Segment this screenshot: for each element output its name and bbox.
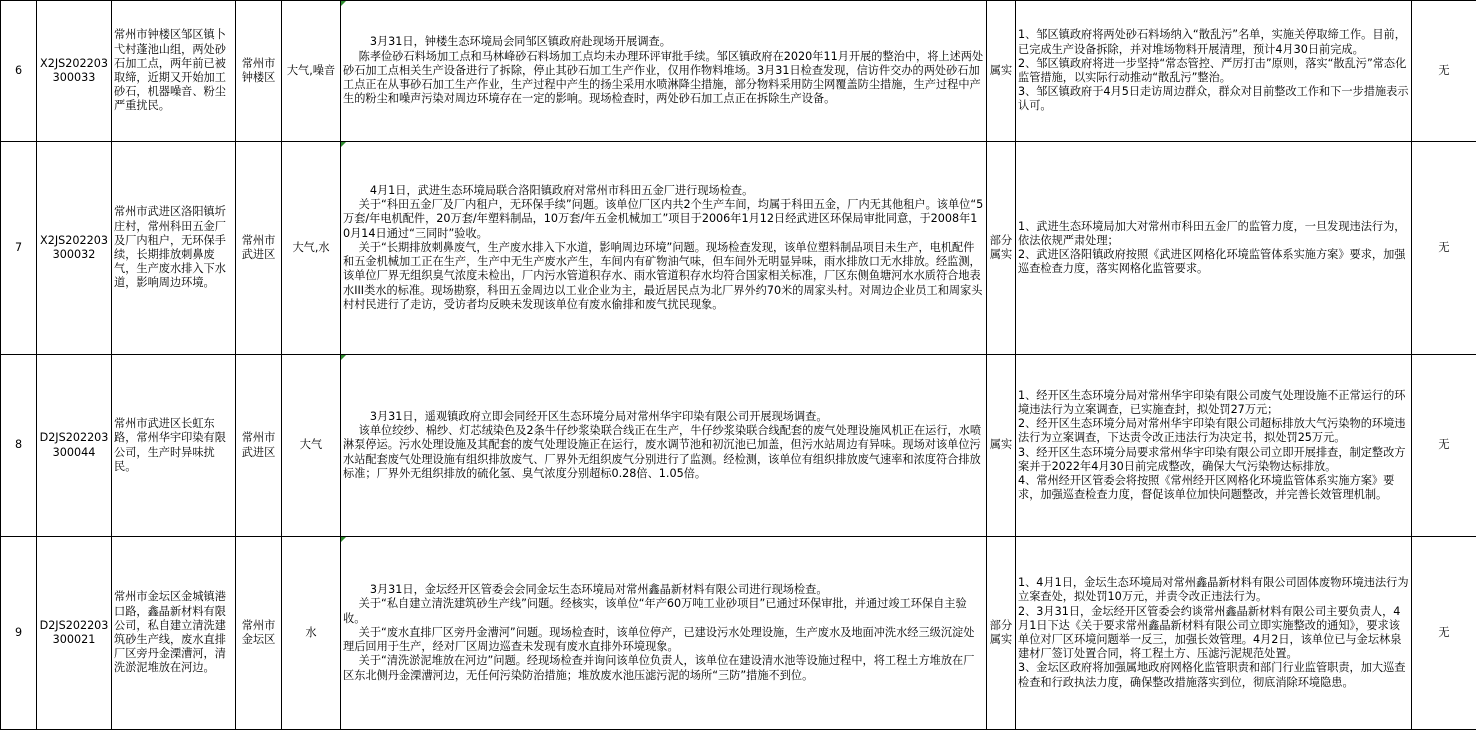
district: 常州市武进区 bbox=[236, 142, 282, 355]
measure-item: 3、金坛区政府将加强属地政府网格化监管职责和部门行业监管职责，加大巡查检查和行政执法力度，确保整改措施落实到位，彻底消除环境隐患。 bbox=[1018, 661, 1406, 689]
measure-item: 4、常州经开区管委会将按照《常州经开区网格化环境监管体系实施方案》要求，加强巡查检查力度，督促该单位加快问题整改，并完善长效管理机制。 bbox=[1018, 473, 1395, 502]
complaint-content: 常州市武进区洛阳镇圻庄村，常州科田五金厂及厂内租户，无环保手续，长期排放刺鼻废气，生产废水排入下水道，影响周边环境。 bbox=[112, 142, 236, 355]
accountability: 无 bbox=[1412, 142, 1476, 355]
pollution-type: 大气 bbox=[282, 355, 341, 537]
case-code: X2JS202203300032 bbox=[37, 142, 112, 355]
investigation-paragraph: 该单位绞纱、棉纱、灯芯绒染色及2条牛仔纱浆染联合线正在生产，牛仔纱浆染联合线配套的废气处理设施风机正在运行，水喷淋泵停运。污水处理设施及其配套的废气处理设施正在运行，废水调节池和初沉池已加盖，但污水站周边有异味。现场对该单位污水站配套废气处理设施有组织排放废气、厂界外无组织废气分别进行了监测。经检测，该单位有组织排放废气速率和浓度符合排放标准；厂界外无组织排放的硫化氢、臭气浓度分别超标0.28倍、1.05倍。 bbox=[343, 424, 982, 480]
measure-item: 2、武进区洛阳镇政府按照《武进区网格化环境监管体系实施方案》要求，加强巡查检查力度，落实网格化监管要求。 bbox=[1018, 248, 1406, 276]
row-index: 6 bbox=[1, 1, 37, 142]
measure-item: 1、武进生态环境局加大对常州市科田五金厂的监管力度，一旦发现违法行为，依法依规严肃处理； bbox=[1018, 219, 1406, 247]
measure-item: 1、经开区生态环境分局对常州华宇印染有限公司废气处理设施不正常运行的环境违法行为立案调查，已实施查封，拟处罚27万元； bbox=[1018, 388, 1406, 416]
table-row bbox=[1, 1, 1476, 142]
row-index: 9 bbox=[1, 537, 37, 730]
investigation-result bbox=[341, 537, 987, 730]
verdict: 部分属实 bbox=[987, 537, 1016, 730]
case-code: D2JS202203300021 bbox=[37, 537, 112, 730]
investigation-paragraph: 关于“清洗淤泥堆放在河边”问题。经现场检查并询问该单位负责人，该单位在建设清水池等设施过程中，将工程土方堆放在厂区东北侧丹金溧漕河边，无任何污染防治措施；堆放废水池压滤污泥的场所“三防”措施不到位。 bbox=[343, 654, 975, 682]
investigation-paragraph: 4月1日，武进生态环境局联合洛阳镇政府对常州市科田五金厂进行现场检查。 bbox=[369, 184, 754, 198]
measure-item: 2、3月31日，金坛经开区管委会约谈常州鑫晶新材料有限公司主要负责人，4月1日下达《关于要求常州鑫晶新材料有限公司立即实施整改的通知》，要求该单位对厂区环境问题举一反三，加强长效管理。4月2日，该单位已与金坛林泉建材厂签订处置合同，将工程土方、压滤污泥规范处置。 bbox=[1018, 604, 1402, 661]
measure-item: 2、邹区镇政府将进一步坚持“常态管控、严厉打击”原则，落实“散乱污”常态化监管措施，以实际行动推动“散乱污”整治。 bbox=[1018, 56, 1407, 84]
complaint-content: 常州市武进区长虹东路，常州华宇印染有限公司，生产时异味扰民。 bbox=[112, 355, 236, 537]
case-code: X2JS202203300033 bbox=[37, 1, 112, 142]
investigation-paragraph: 陈孝俭砂石料场加工点和马林峰砂石料场加工点均未办理环评审批手续。邹区镇政府在2020年11月开展的整治中，将上述两处砂石加工点相关生产设备进行了拆除，停止其砂石加工生产作业，仅用作物料堆场。3月31日检查发现，信访件交办的两处砂石加工点正在从事砂石加工生产作业，生产过程中产生的扬尘采用水喷淋降尘措施，部分物料采用防尘网覆盖防尘措施，生产过程中产生的粉尘和噪声污染对周边环境存在一定的影响。现场检查时，两处砂石加工点正在拆除生产设备。 bbox=[343, 49, 984, 106]
complaint-content: 常州市金坛区金城镇港口路，鑫晶新材料有限公司，私自建立清洗建筑砂生产线，废水直排厂区旁丹金溧漕河，清洗淤泥堆放在河边。 bbox=[112, 537, 236, 730]
row-index: 7 bbox=[1, 142, 37, 355]
measure-item: 3、邹区镇政府于4月5日走访周边群众，群众对目前整改工作和下一步措施表示认可。 bbox=[1018, 85, 1409, 113]
accountability: 无 bbox=[1412, 1, 1476, 142]
investigation-paragraph: 关于“科田五金厂及厂内租户，无环保手续”问题。该单位厂区内共2个生产车间，均属于科田五金，厂内无其他租户。该单位“5万套/年电机配件，20万套/年塑料制品，10万套/年五金机械加工”项目于2006年1月12日经武进区环保局审批同意，于2008年10月14日通过“三同时”验收。 bbox=[343, 198, 984, 240]
rectification-measures bbox=[1016, 1, 1412, 142]
case-code: D2JS202203300044 bbox=[37, 355, 112, 537]
accountability: 无 bbox=[1412, 355, 1476, 537]
verdict: 属实 bbox=[987, 355, 1016, 537]
investigation-paragraph: 3月31日，金坛经开区管委会会同金坛生态环境局对常州鑫晶新材料有限公司进行现场检查。 bbox=[369, 583, 828, 597]
table-row bbox=[1, 142, 1476, 355]
investigation-paragraph: 关于“废水直排厂区旁丹金漕河”问题。现场检查时，该单位停产，已建设污水处理设施，生产废水及地面冲洗水经三级沉淀处理后回用于生产，经对厂区周边巡查未发现有废水直排外环境现象。 bbox=[343, 625, 975, 654]
measure-item: 2、经开区生态环境分局对常州华宇印染有限公司超标排放大气污染物的环境违法行为立案调查，下达责令改正违法行为决定书，拟处罚25万元。 bbox=[1018, 417, 1406, 445]
investigation-paragraph: 3月31日，遥观镇政府立即会同经开区生态环境分局对常州华宇印染有限公司开展现场调查。 bbox=[369, 409, 828, 423]
investigation-result bbox=[341, 355, 987, 537]
district: 常州市金坛区 bbox=[236, 537, 282, 730]
pollution-type: 大气,噪音 bbox=[282, 1, 341, 142]
verdict: 部分属实 bbox=[987, 142, 1016, 355]
verdict: 属实 bbox=[987, 1, 1016, 142]
rectification-measures bbox=[1016, 355, 1412, 537]
rectification-measures bbox=[1016, 537, 1412, 730]
district: 常州市钟楼区 bbox=[236, 1, 282, 142]
investigation-result bbox=[341, 142, 987, 355]
investigation-paragraph: 关于“私自建立清洗建筑砂生产线”问题。经核实，该单位“年产60万吨工业砂项目”已通过环保审批，并通过竣工环保自主验收。 bbox=[343, 597, 967, 625]
investigation-paragraph: 关于“长期排放刺鼻废气，生产废水排入下水道，影响周边环境”问题。现场检查发现，该单位塑料制品项目未生产，电机配件和五金机械加工正在生产，生产中无生产废水产生，车间内有矿物油气味，但车间外无明显异味，雨水排放口无水排放。经监测，该单位厂界无组织臭气浓度未检出，厂内污水管道积存水、雨水管道积存水均符合国家相关标准，厂区东侧鱼塘河水水质符合地表水III类水的标准。现场勘察，科田五金周边以工业企业为主，最近居民点为北厂界外约70米的周家头村。对周边企业员工和周家头村村民进行了走访，受访者均反映未发现该单位有废水偷排和废气扰民现象。 bbox=[343, 240, 983, 311]
table-row bbox=[1, 537, 1476, 730]
row-index: 8 bbox=[1, 355, 37, 537]
district: 常州市武进区 bbox=[236, 355, 282, 537]
accountability: 无 bbox=[1412, 537, 1476, 730]
complaint-content: 常州市钟楼区邹区镇卜弋村蓬池山组，两处砂石加工点，两年前已被取缔，近期又开始加工砂石，机器噪音、粉尘严重扰民。 bbox=[112, 1, 236, 142]
measure-item: 3、经开区生态环境分局要求常州华宇印染有限公司立即开展排查，制定整改方案并于2022年4月30日前完成整改，确保大气污染物达标排放。 bbox=[1018, 445, 1406, 473]
investigation-paragraph: 3月31日，钟楼生态环境局会同邹区镇政府赴现场开展调查。 bbox=[369, 35, 671, 49]
investigation-result bbox=[341, 1, 987, 142]
table-row bbox=[1, 355, 1476, 537]
rectification-measures bbox=[1016, 142, 1412, 355]
pollution-type: 水 bbox=[282, 537, 341, 730]
measure-item: 1、4月1日，金坛生态环境局对常州鑫晶新材料有限公司固体废物环境违法行为立案查处，拟处罚10万元，并责令改正违法行为。 bbox=[1018, 576, 1409, 604]
pollution-type: 大气,水 bbox=[282, 142, 341, 355]
measure-item: 1、邹区镇政府将两处砂石料场纳入“散乱污”名单，实施关停取缔工作。目前，已完成生产设备拆除，并对堆场物料开展清理，预计4月30日前完成。 bbox=[1018, 28, 1406, 56]
